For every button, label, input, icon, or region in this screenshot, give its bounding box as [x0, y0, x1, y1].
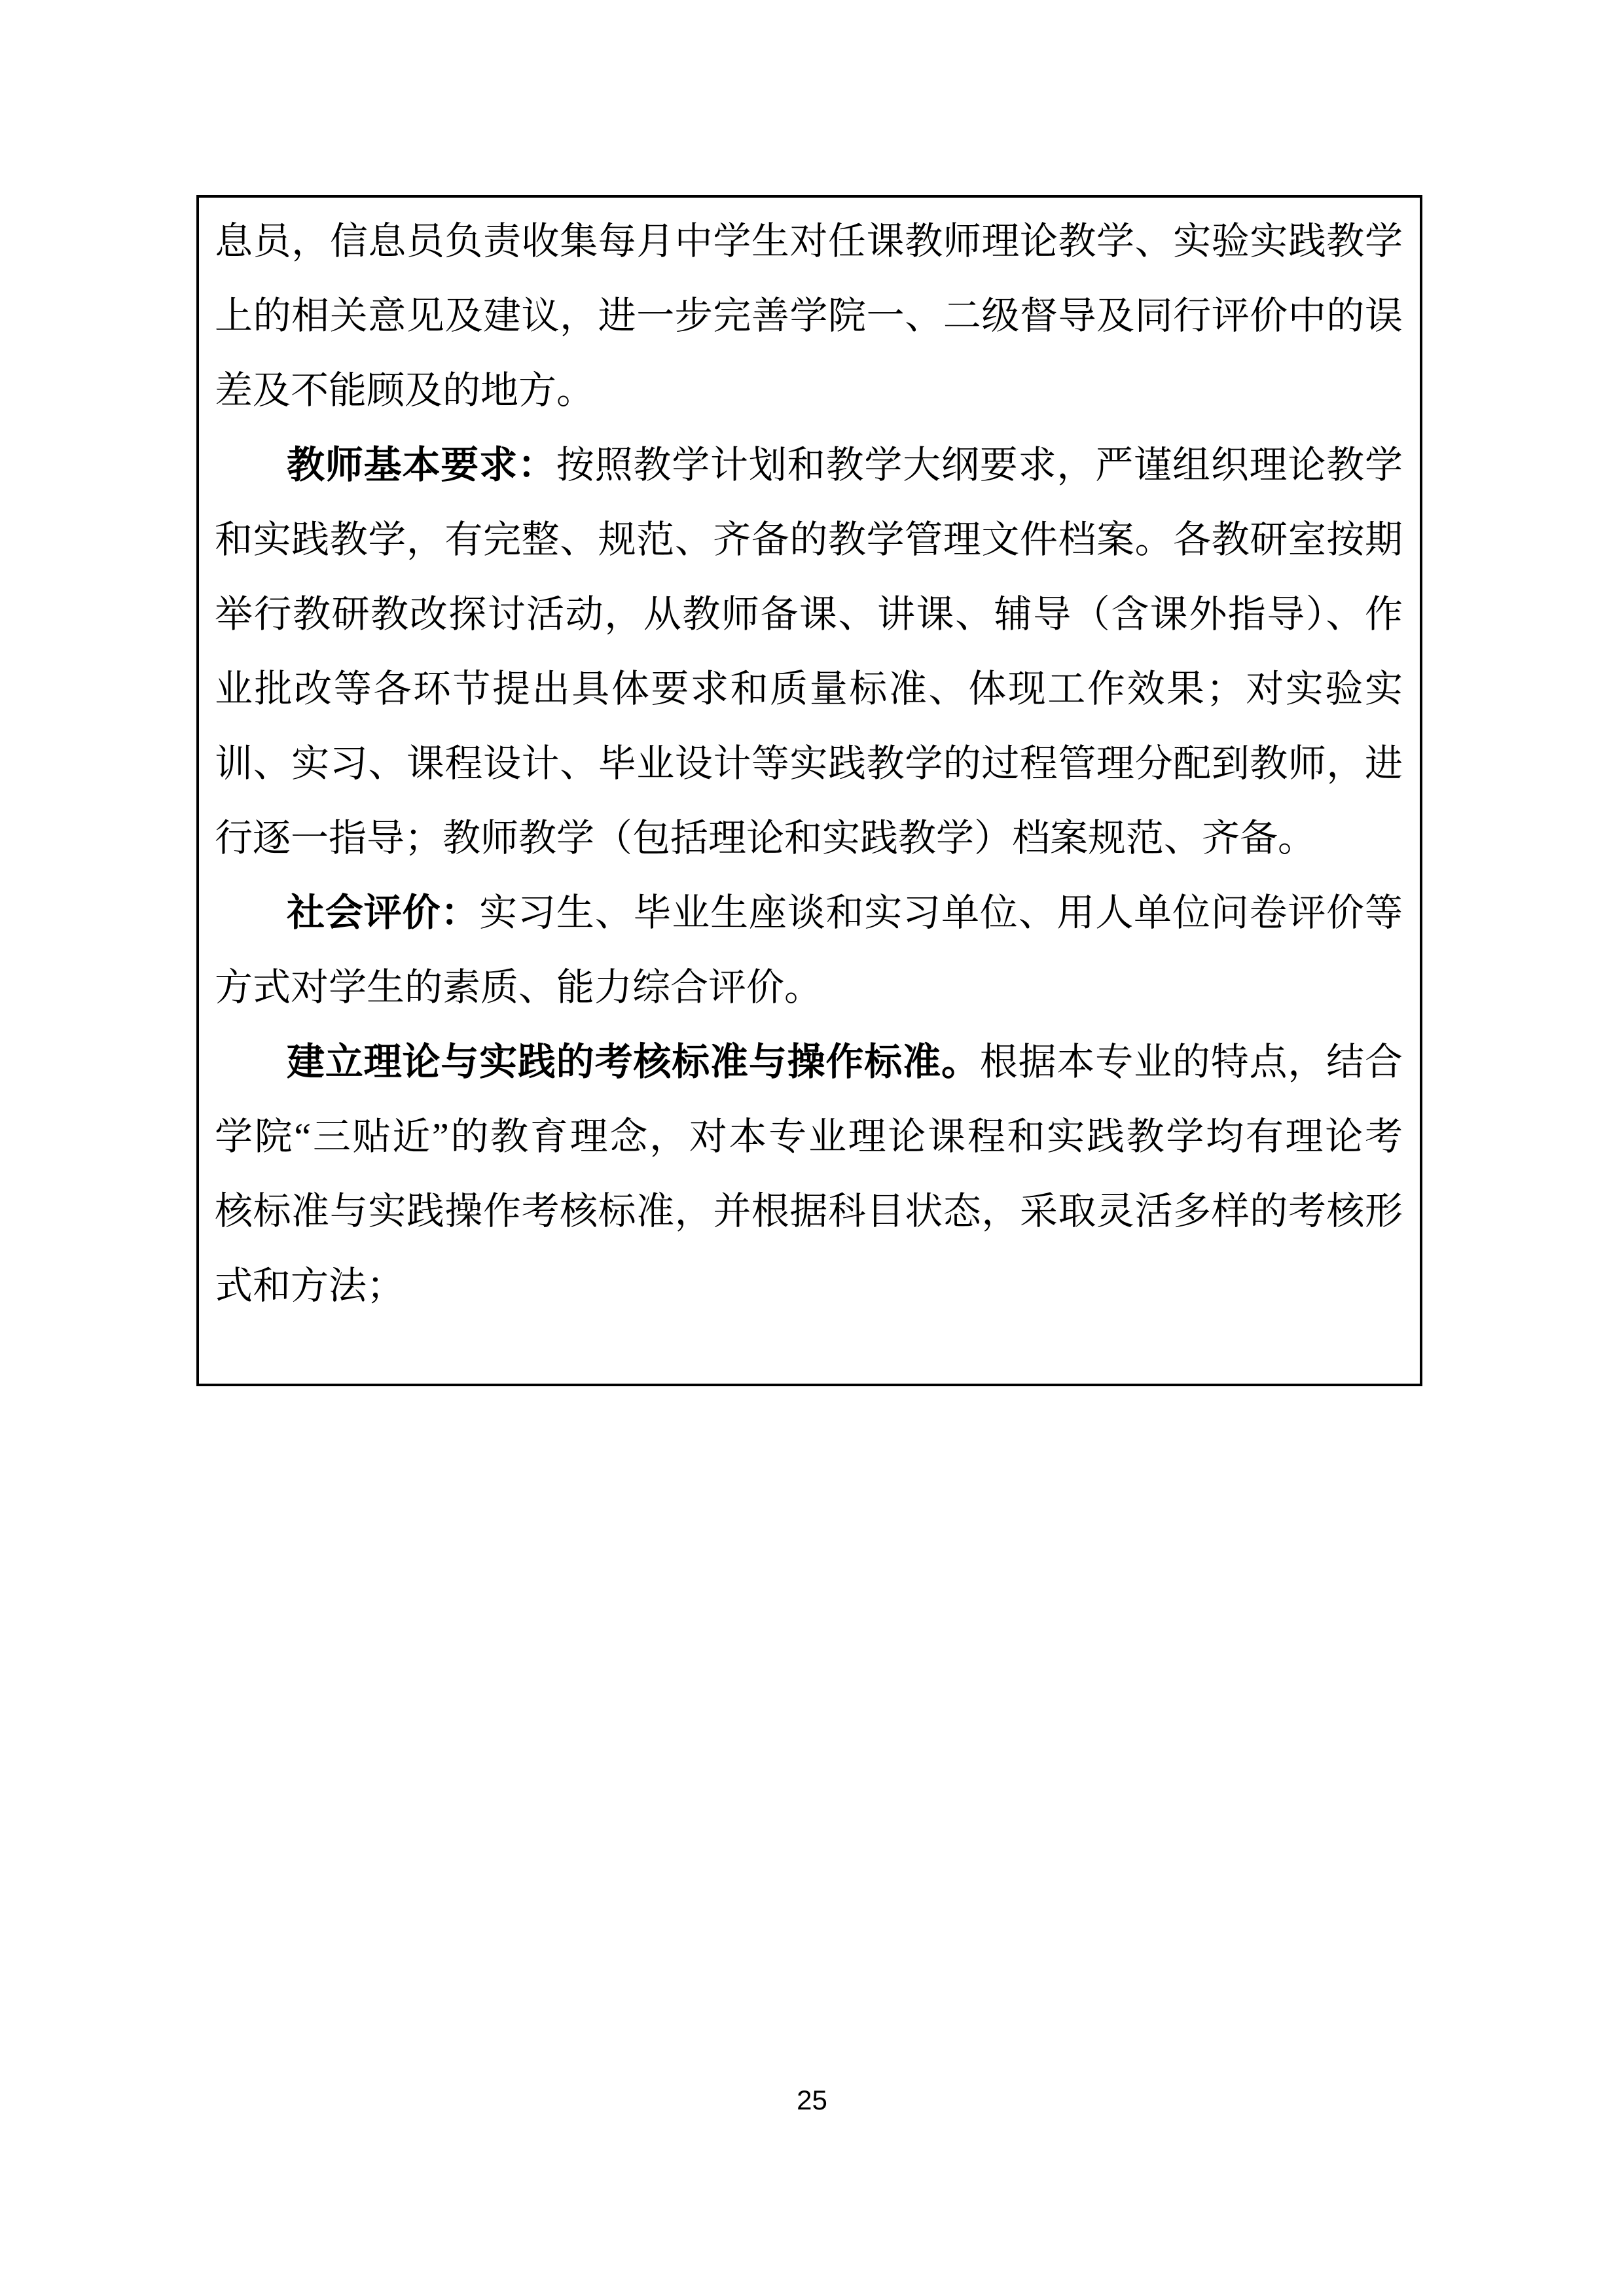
text-line: [215, 279, 1403, 353]
line-text: 和实践教学，有完整、规范、齐备的教学管理文件档案。各教研室按期: [215, 518, 1403, 561]
text-line: [215, 1100, 1403, 1174]
bold-lead: 社会评价：: [287, 891, 480, 934]
text-line: [215, 577, 1403, 652]
line-text: 举行教研教改探讨活动，从教师备课、讲课、辅导（含课外指导）、作: [215, 593, 1403, 636]
text-line: [215, 950, 1403, 1025]
line-text: 学院“三贴近”的教育理念，对本专业理论课程和实践教学均有理论考: [215, 1115, 1403, 1158]
line-text: 行逐一指导；教师教学（包括理论和实践教学）档案规范、齐备。: [215, 817, 1316, 859]
line-text: 核标准与实践操作考核标准，并根据科目状态，采取灵活多样的考核形: [215, 1190, 1403, 1232]
text-line: [215, 428, 1403, 503]
bold-lead: 建立理论与实践的考核标准与操作标准。: [287, 1041, 980, 1083]
line-text: 训、实习、课程设计、毕业设计等实践教学的过程管理分配到教师，进: [215, 742, 1403, 785]
line-text: 方式对学生的素质、能力综合评价。: [215, 966, 823, 1009]
line-text: 式和方法；: [215, 1265, 405, 1307]
text-line: [215, 1025, 1403, 1100]
line-text: 根据本专业的特点，结合: [979, 1041, 1403, 1083]
content-box: [196, 195, 1422, 1386]
text-line: [215, 353, 1403, 428]
text-line: [215, 503, 1403, 577]
line-text: 业批改等各环节提出具体要求和质量标准、体现工作效果；对实验实: [215, 668, 1403, 710]
line-text: 上的相关意见及建议，进一步完善学院一、二级督导及同行评价中的误: [215, 295, 1403, 337]
text-line: [215, 801, 1403, 876]
line-text: 实习生、毕业生座谈和实习单位、用人单位问卷评价等: [479, 891, 1403, 934]
text-line: [215, 876, 1403, 950]
line-text: 息员，信息员负责收集每月中学生对任课教师理论教学、实验实践教学: [215, 220, 1403, 262]
text-line: [215, 204, 1403, 279]
bold-lead: 教师基本要求：: [287, 444, 556, 486]
text-line: [215, 1174, 1403, 1249]
page-number: 25: [797, 2085, 827, 2115]
text-line: [215, 652, 1403, 726]
text-line: [215, 726, 1403, 801]
line-text: 按照教学计划和教学大纲要求，严谨组织理论教学: [556, 444, 1403, 486]
text-line: [215, 1249, 1403, 1323]
line-text: 差及不能顾及的地方。: [215, 369, 595, 412]
